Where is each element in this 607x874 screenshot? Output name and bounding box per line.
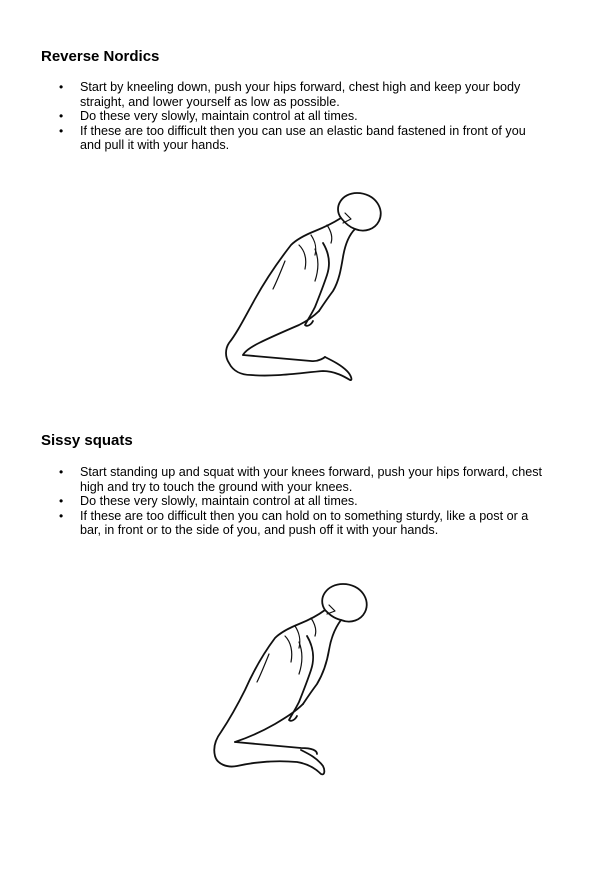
list-item: • Start by kneeling down, push your hips forward, chest high and keep your body straight, and lower yourself as low as possible. <box>59 80 549 109</box>
section-title: Sissy squats <box>41 432 133 449</box>
list-item: • Do these very slowly, maintain control at all times. <box>59 494 549 509</box>
instruction-list <box>59 80 549 153</box>
list-item: • If these are too difficult then you can hold on to something sturdy, like a post or a bar, in front or to the side of you, and push off it with your hands. <box>59 509 549 538</box>
reverse-nordic-illustration <box>215 185 395 390</box>
instruction-list <box>59 465 549 538</box>
section-title: Reverse Nordics <box>41 48 160 65</box>
list-item: • Start standing up and squat with your knees forward, push your hips forward, chest high and try to touch the ground with your knees. <box>59 465 549 494</box>
list-item: • Do these very slowly, maintain control at all times. <box>59 109 549 124</box>
sissy-squat-illustration <box>205 578 385 788</box>
list-item: • If these are too difficult then you can use an elastic band fastened in front of you and pull it with your hands. <box>59 124 549 153</box>
